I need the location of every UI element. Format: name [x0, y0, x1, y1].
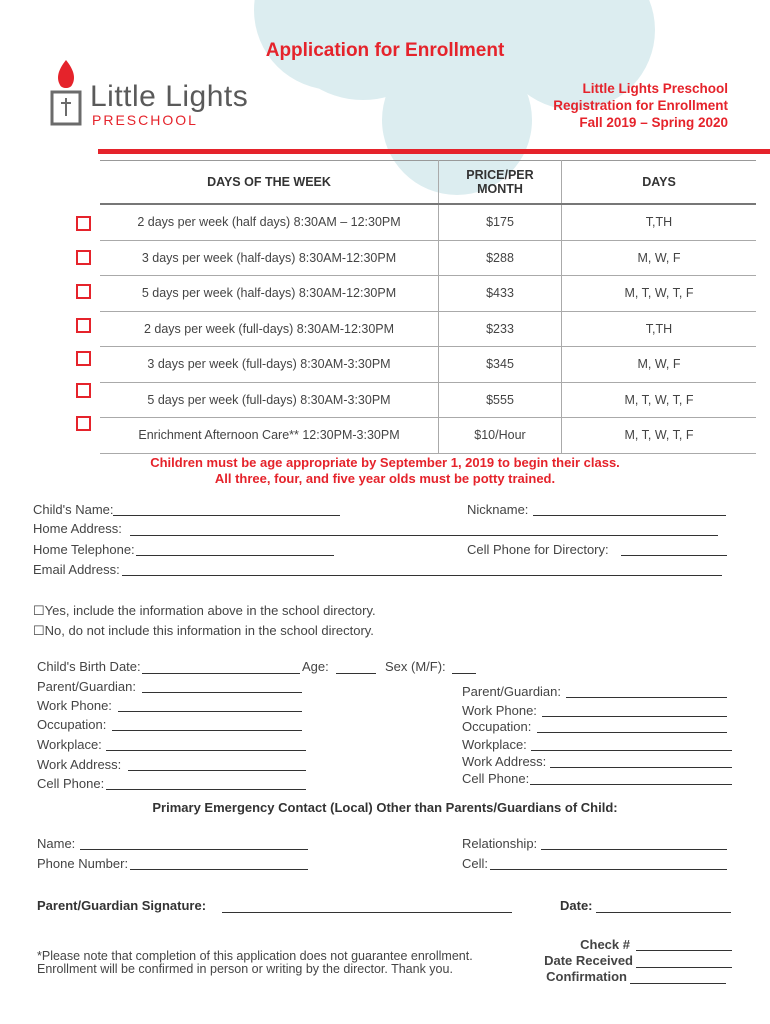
parent2-work-address-label: Work Address:: [462, 754, 547, 769]
term-label: Fall 2019 – Spring 2020: [579, 115, 728, 130]
parent2-work-phone-field[interactable]: [542, 716, 727, 717]
option-checkbox[interactable]: [76, 284, 91, 299]
logo-name: Little Lights: [90, 80, 249, 113]
parent1-work-phone-label: Work Phone:: [37, 698, 112, 713]
table-row: Enrichment Afternoon Care** 12:30PM-3:30PM $10/Hour M, T, W, T, F: [100, 418, 756, 454]
home-telephone-field[interactable]: [136, 555, 334, 556]
option-checkbox[interactable]: [76, 351, 91, 366]
emergency-relationship-label: Relationship:: [462, 836, 538, 851]
parent1-workplace-label: Workplace:: [37, 737, 102, 752]
sex-field[interactable]: [452, 673, 476, 674]
signature-label: Parent/Guardian Signature:: [37, 898, 207, 913]
cell-phone-directory-label: Cell Phone for Directory:: [467, 542, 609, 557]
nickname-field[interactable]: [533, 515, 726, 516]
option-checkbox[interactable]: [76, 216, 91, 231]
child-name-label: Child's Name:: [33, 502, 114, 517]
directory-yes-option[interactable]: ☐Yes, include the information above in the school directory.: [33, 603, 376, 618]
age-label: Age:: [302, 659, 329, 674]
age-notice: Children must be age appropriate by September 1, 2019 to begin their class. All three, four, and five year olds must be potty trained.: [150, 455, 620, 486]
logo-candle-icon: [48, 58, 84, 128]
parent1-work-phone-field[interactable]: [118, 711, 302, 712]
parent1-work-address-label: Work Address:: [37, 757, 122, 772]
parent1-cell-phone-label: Cell Phone:: [37, 776, 105, 791]
confirmation-field[interactable]: [630, 983, 726, 984]
option-checkbox[interactable]: [76, 250, 91, 265]
parent1-work-address-field[interactable]: [128, 770, 306, 771]
emergency-phone-field[interactable]: [130, 869, 308, 870]
date-field[interactable]: [596, 912, 731, 913]
enrollment-note: *Please note that completion of this application does not guarantee enrollment. Enrollment will be confirmed in person or writing by the director. Thank you.: [37, 949, 473, 976]
emergency-name-field[interactable]: [80, 849, 308, 850]
parent2-workplace-field[interactable]: [531, 750, 732, 751]
column-header-days: DAYS: [562, 161, 757, 205]
sex-label: Sex (M/F):: [385, 659, 446, 674]
emergency-relationship-field[interactable]: [541, 849, 727, 850]
nickname-label: Nickname:: [467, 502, 529, 517]
table-row: 3 days per week (half-days) 8:30AM-12:30PM $288 M, W, F: [100, 240, 756, 276]
email-label: Email Address:: [33, 562, 120, 577]
table-row: 5 days per week (half-days) 8:30AM-12:30PM $433 M, T, W, T, F: [100, 276, 756, 312]
parent1-occupation-field[interactable]: [112, 730, 302, 731]
date-label: Date:: [560, 898, 593, 913]
emergency-cell-field[interactable]: [490, 869, 727, 870]
check-label: Check #: [580, 937, 630, 952]
birth-date-field[interactable]: [142, 673, 300, 674]
table-row: 2 days per week (full-days) 8:30AM-12:30PM $233 T,TH: [100, 311, 756, 347]
parent1-workplace-field[interactable]: [106, 750, 306, 751]
page-title: Application for Enrollment: [265, 40, 505, 61]
home-address-label: Home Address:: [33, 521, 122, 536]
emergency-name-label: Name:: [37, 836, 76, 851]
age-field[interactable]: [336, 673, 376, 674]
rates-table: [100, 160, 756, 454]
school-name: Little Lights Preschool: [582, 81, 728, 96]
logo-subtitle: PRESCHOOL: [92, 112, 198, 128]
parent2-occupation-label: Occupation:: [462, 719, 532, 734]
table-row: 2 days per week (half days) 8:30AM – 12:30PM $175 T,TH: [100, 204, 756, 240]
parent1-occupation-label: Occupation:: [37, 717, 107, 732]
child-name-field[interactable]: [113, 515, 340, 516]
parent2-field[interactable]: [566, 697, 727, 698]
parent2-occupation-field[interactable]: [537, 732, 727, 733]
table-row: 3 days per week (full-days) 8:30AM-3:30PM $345 M, W, F: [100, 347, 756, 383]
option-checkbox[interactable]: [76, 383, 91, 398]
emergency-cell-label: Cell:: [462, 856, 489, 871]
school-info: [553, 80, 728, 131]
home-address-field[interactable]: [130, 535, 718, 536]
signature-field[interactable]: [222, 912, 512, 913]
column-header-price: PRICE/PER MONTH: [439, 161, 562, 205]
parent2-work-phone-label: Work Phone:: [462, 703, 537, 718]
header-divider: [98, 149, 770, 154]
check-field[interactable]: [636, 950, 732, 951]
parent1-label: Parent/Guardian:: [37, 679, 137, 694]
date-received-field[interactable]: [636, 967, 732, 968]
date-received-label: Date Received: [544, 953, 633, 968]
option-checkbox[interactable]: [76, 416, 91, 431]
home-telephone-label: Home Telephone:: [33, 542, 135, 557]
parent2-workplace-label: Workplace:: [462, 737, 527, 752]
column-header-days-of-week: DAYS OF THE WEEK: [100, 161, 439, 205]
parent2-cell-phone-label: Cell Phone:: [462, 771, 530, 786]
registration-label: Registration for Enrollment: [553, 98, 728, 113]
parent2-work-address-field[interactable]: [550, 767, 732, 768]
birth-date-label: Child's Birth Date:: [37, 659, 141, 674]
emergency-heading: Primary Emergency Contact (Local) Other than Parents/Guardians of Child:: [152, 800, 618, 815]
parent2-cell-phone-field[interactable]: [530, 784, 732, 785]
parent1-cell-phone-field[interactable]: [106, 789, 306, 790]
emergency-phone-label: Phone Number:: [37, 856, 129, 871]
confirmation-label: Confirmation: [546, 969, 627, 984]
table-row: 5 days per week (full-days) 8:30AM-3:30PM $555 M, T, W, T, F: [100, 382, 756, 418]
parent2-label: Parent/Guardian:: [462, 684, 562, 699]
option-checkbox[interactable]: [76, 318, 91, 333]
directory-no-option[interactable]: ☐No, do not include this information in the school directory.: [33, 623, 374, 638]
parent1-field[interactable]: [142, 692, 302, 693]
email-field[interactable]: [122, 575, 722, 576]
cell-phone-directory-field[interactable]: [621, 555, 727, 556]
